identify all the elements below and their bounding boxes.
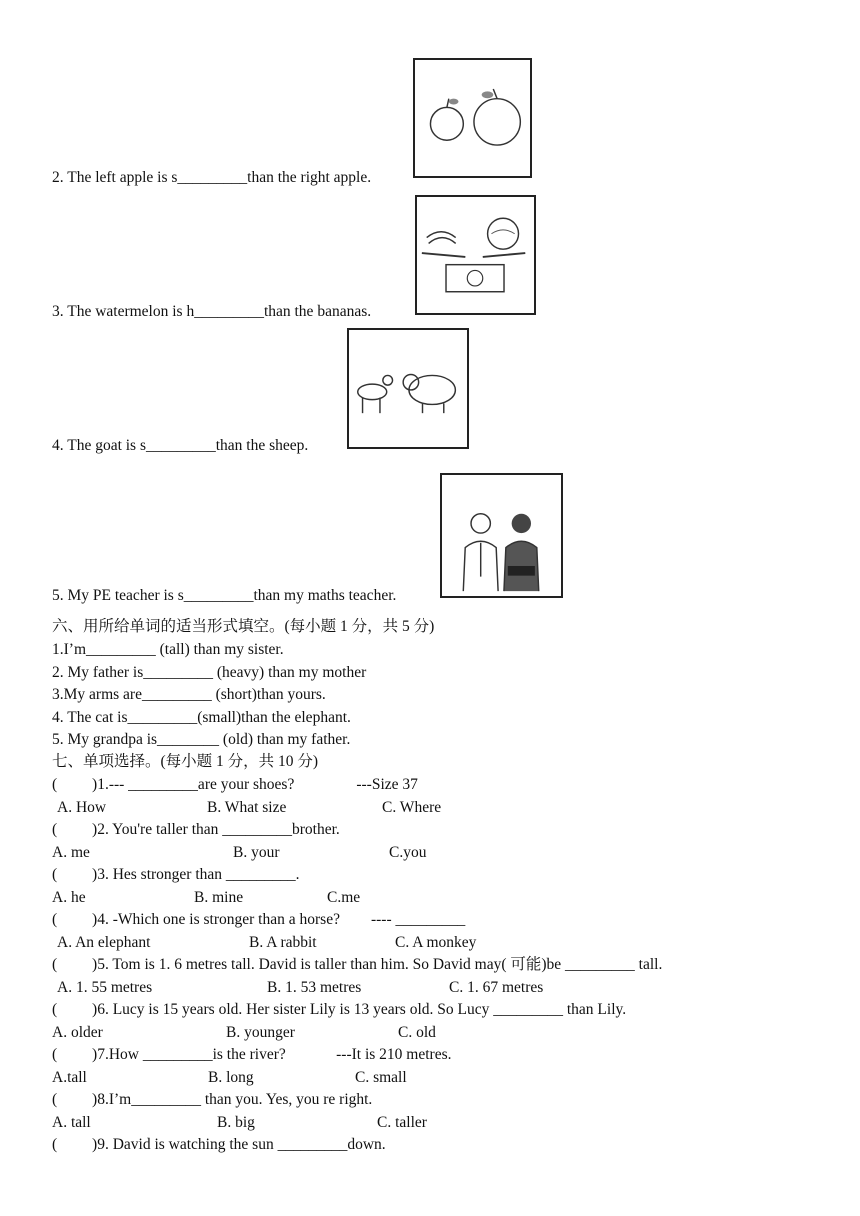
q4-option-a: A. An elephant: [57, 934, 151, 951]
section-6-item-5: 5. My grandpa is________ (old) than my father.: [52, 731, 351, 748]
question-9: ( )9. David is watching the sun _________down.: [52, 1136, 386, 1153]
question-8: ( )8.I’m_________ than you. Yes, you re right.: [52, 1091, 373, 1108]
q2-option-b: B. your: [233, 844, 280, 861]
question-3: ( )3. Hes stronger than _________.: [52, 866, 300, 883]
q5-option-b: B. 1. 53 metres: [267, 979, 362, 996]
section-6-item-2: 2. My father is_________ (heavy) than my mother: [52, 664, 367, 681]
question-2: ( )2. You're taller than _________brother.: [52, 821, 340, 838]
q6-option-a: A. older: [52, 1024, 103, 1041]
q5-option-c: C. 1. 67 metres: [449, 979, 544, 996]
section-7-heading: 七、单项选择。(每小题 1 分，共 10 分): [52, 753, 319, 770]
question-7: ( )7.How _________is the river? ---It is 210 metres.: [52, 1046, 452, 1063]
q2-option-a: A. me: [52, 844, 90, 861]
scale-watermelon-bananas-icon: [415, 195, 536, 315]
question-1: ( )1.--- _________are your shoes? ---Size 37: [52, 776, 418, 793]
goat-and-sheep-icon: [347, 328, 469, 449]
q5-option-a: A. 1. 55 metres: [57, 979, 153, 996]
section-6-item-3: 3.My arms are_________ (short)than yours.: [52, 686, 326, 703]
q8-option-a: A. tall: [52, 1114, 91, 1131]
question-4: ( )4. -Which one is stronger than a horse? ---- _________: [52, 911, 466, 928]
question-5: ( )5. Tom is 1. 6 metres tall. David is taller than him. So David may( 可能)be _________ tall.: [52, 956, 663, 973]
q8-option-b: B. big: [217, 1114, 255, 1131]
q3-option-a: A. he: [52, 889, 86, 906]
picture-question-3: 3. The watermelon is h_________than the bananas.: [52, 303, 372, 320]
picture-question-4: 4. The goat is s_________than the sheep.: [52, 437, 309, 454]
question-6: ( )6. Lucy is 15 years old. Her sister Lily is 13 years old. So Lucy _________ than Lily.: [52, 1001, 627, 1018]
section-6-item-1: 1.I’m_________ (tall) than my sister.: [52, 641, 284, 658]
section-6-item-4: 4. The cat is_________(small)than the elephant.: [52, 709, 351, 726]
q1-option-a: A. How: [57, 799, 107, 816]
q4-option-c: C. A monkey: [395, 934, 477, 951]
q2-option-c: C.you: [389, 844, 427, 861]
q4-option-b: B. A rabbit: [249, 934, 317, 951]
q8-option-c: C. taller: [377, 1114, 427, 1131]
section-6-heading: 六、用所给单词的适当形式填空。(每小题 1 分，共 5 分): [52, 618, 435, 635]
q6-option-b: B. younger: [226, 1024, 295, 1041]
q3-option-b: B. mine: [194, 889, 244, 906]
picture-question-5: 5. My PE teacher is s_________than my maths teacher.: [52, 587, 397, 604]
q3-option-c: C.me: [327, 889, 361, 906]
q7-option-c: C. small: [355, 1069, 407, 1086]
q7-option-a: A.tall: [52, 1069, 87, 1086]
q7-option-b: B. long: [208, 1069, 254, 1086]
two-teachers-icon: [440, 473, 563, 598]
q1-option-b: B. What size: [207, 799, 287, 816]
q1-option-c: C. Where: [382, 799, 442, 816]
q6-option-c: C. old: [398, 1024, 436, 1041]
two-apples-icon: [413, 58, 532, 178]
picture-question-2: 2. The left apple is s_________than the right apple.: [52, 169, 372, 186]
